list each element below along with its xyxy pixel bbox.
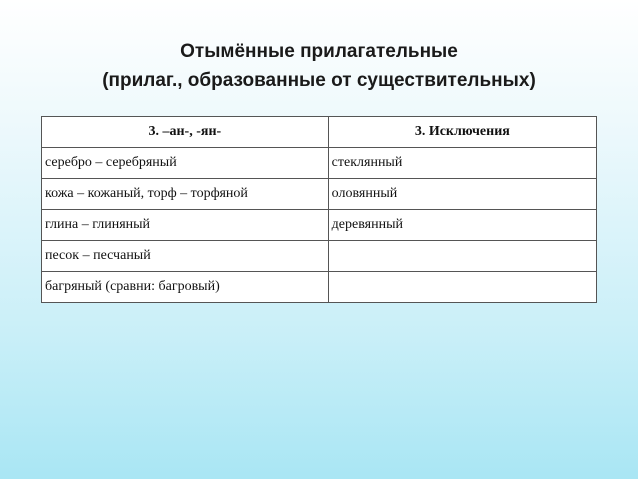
table-cell: песок – песчаный (42, 241, 329, 272)
table-row (42, 148, 597, 179)
slide-title-line-2: (прилаг., образованные от существительных) (102, 70, 536, 91)
header-cell-exceptions: 3. Исключения (328, 117, 596, 148)
table-cell: оловянный (328, 179, 596, 210)
table-cell: стеклянный (328, 148, 596, 179)
slide-title-line-1: Отымённые прилагательные (180, 41, 458, 62)
table-cell: серебро – серебряный (42, 148, 329, 179)
table-cell: глина – глиняный (42, 210, 329, 241)
table-row (42, 272, 597, 303)
table-cell: деревянный (328, 210, 596, 241)
slide-title (0, 37, 638, 95)
table-cell (328, 272, 596, 303)
header-cell-suffix: 3. –ан-, -ян- (42, 117, 329, 148)
table-header-row (42, 117, 597, 148)
table-row (42, 210, 597, 241)
table-cell: багряный (сравни: багровый) (42, 272, 329, 303)
table-row (42, 179, 597, 210)
table-cell: кожа – кожаный, торф – торфяной (42, 179, 329, 210)
table-cell (328, 241, 596, 272)
adjectives-table (41, 116, 597, 303)
table-row (42, 241, 597, 272)
